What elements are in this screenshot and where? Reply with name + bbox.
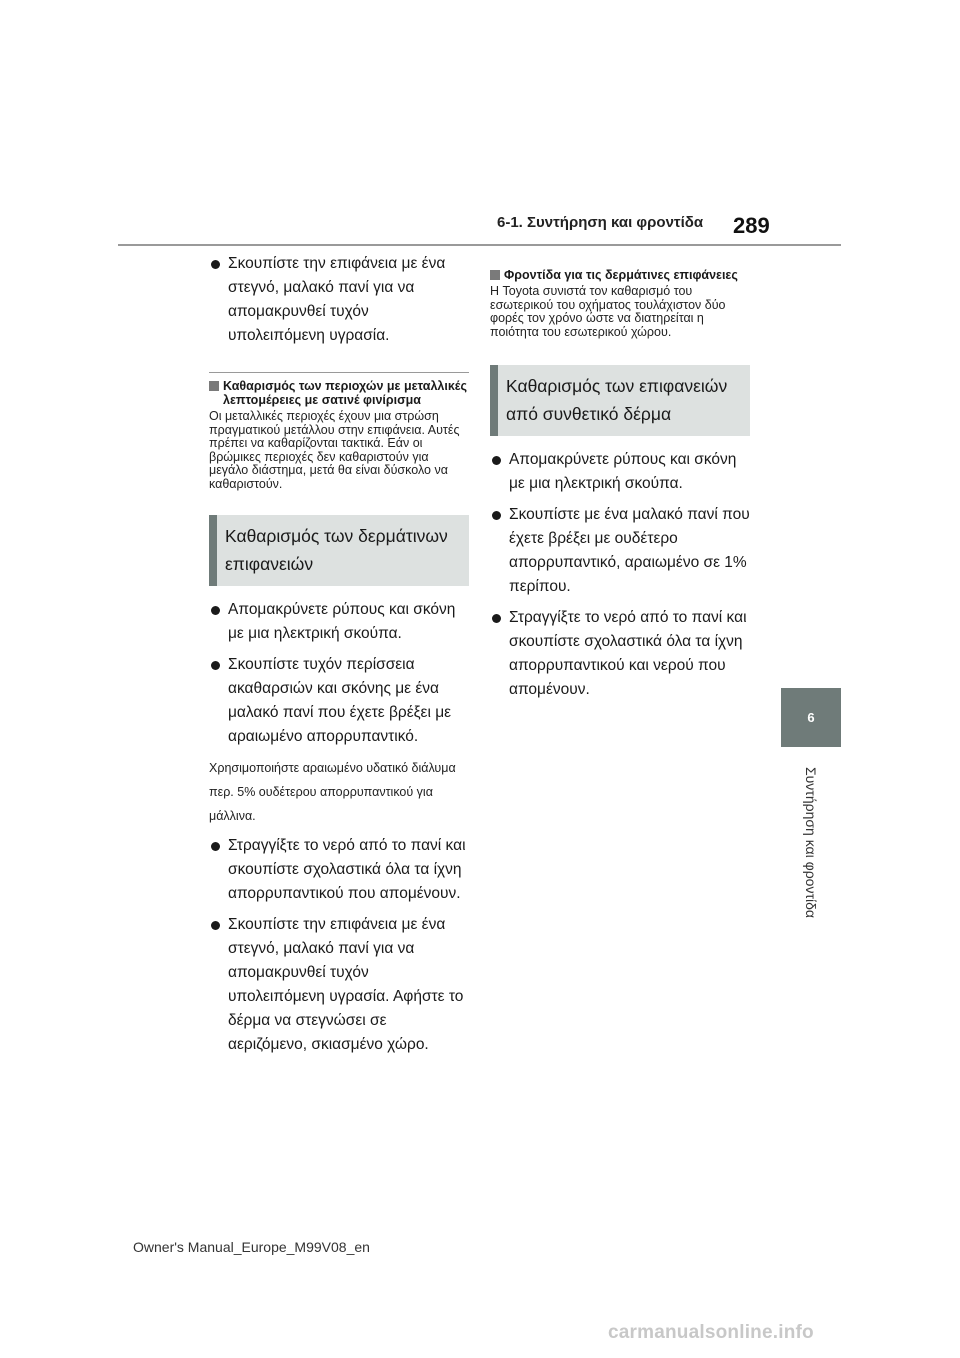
watermark-link[interactable]: carmanualsonline.info — [608, 1322, 814, 1343]
metal-section-text: Οι μεταλλικές περιοχές έχουν μια στρώση πραγματικού μετάλλου στην επιφάνεια. Αυτές πρέπει να καθαρίζονται τακτικά. Εάν οι βρώμικες περιοχές δεν καθαριστούν για μεγάλο διάστημα, μετά θα είναι δύσκολο να καθαριστούν. — [209, 409, 460, 491]
bullet-item — [209, 598, 469, 646]
bullet-text: Σκουπίστε τυχόν περίσσεια ακαθαρσιών και σκόνης με ένα μαλακό πανί που έχετε βρέξει με αραιωμένο απορρυπαντικό. — [228, 656, 452, 745]
chapter-tab — [781, 688, 841, 747]
bullet-dot-icon — [492, 511, 501, 520]
bullet-dot-icon — [492, 456, 501, 465]
leather-note: Χρησιμοποιήστε αραιωμένο υδατικό διάλυμα περ. 5% ουδέτερου απορρυπαντικού για μάλλινα. — [209, 761, 456, 823]
bullet-item — [209, 913, 469, 1057]
bullet-text: Σκουπίστε με ένα μαλακό πανί που έχετε βρέξει με ουδέτερο απορρυπαντικό, αραιωμένο σε 1% περίπου. — [509, 506, 750, 595]
bullet-dot-icon — [492, 614, 501, 623]
bullet-item — [209, 252, 469, 348]
metal-section — [209, 372, 469, 491]
bullet-dot-icon — [211, 921, 220, 930]
bullet-dot-icon — [211, 260, 220, 269]
square-bullet-icon — [490, 270, 500, 280]
bullet-text: Στραγγίξτε το νερό από το πανί και σκουπίστε σχολαστικά όλα τα ίχνη απορρυπαντικού και νερού που απομένουν. — [509, 609, 747, 698]
chapter-number: 6 — [807, 710, 815, 725]
bullet-dot-icon — [211, 842, 220, 851]
bullet-item — [490, 606, 750, 702]
header-divider — [118, 244, 841, 246]
bullet-item — [490, 503, 750, 599]
bullet-dot-icon — [211, 661, 220, 670]
metal-section-title: Καθαρισμός των περιοχών με μεταλλικές λεπτομέρειες με σατινέ φινίρισμα — [209, 379, 469, 407]
square-bullet-icon — [209, 381, 219, 391]
manual-id: Owner's Manual_Europe_M99V08_en — [133, 1239, 370, 1255]
bullet-text: Στραγγίξτε το νερό από το πανί και σκουπίστε σχολαστικά όλα τα ίχνη απορρυπαντικού που απομένουν. — [228, 837, 466, 902]
right-column — [490, 268, 750, 709]
section-title: 6-1. Συντήρηση και φροντίδα — [497, 214, 704, 231]
bullet-item — [209, 834, 469, 906]
bullet-text: Σκουπίστε την επιφάνεια με ένα στεγνό, μαλακό πανί για να απομακρυνθεί τυχόν υπολειπόμενη υγρασία. — [228, 255, 446, 344]
page-number: 289 — [733, 213, 770, 238]
care-section-text: Η Toyota συνιστά τον καθαρισμό του εσωτερικού του οχήματος τουλάχιστον δύο φορές τον χρόνο ώστε να διατηρείται η ποιότητα του εσωτερικού χώρου. — [490, 284, 726, 339]
bullet-item — [209, 653, 469, 749]
bullet-dot-icon — [211, 606, 220, 615]
bullet-text: Απομακρύνετε ρύπους και σκόνη με μια ηλεκτρική σκούπα. — [509, 451, 737, 492]
bullet-item — [490, 448, 750, 496]
bullet-text: Απομακρύνετε ρύπους και σκόνη με μια ηλεκτρική σκούπα. — [228, 601, 456, 642]
left-column — [209, 252, 469, 1064]
bullet-text: Σκουπίστε την επιφάνεια με ένα στεγνό, μαλακό πανί για να απομακρυνθεί τυχόν υπολειπόμενη υγρασία. Αφήστε το δέρμα να στεγνώσει σε αεριζόμενο, σκιασμένο χώρο. — [228, 916, 464, 1053]
care-section-title: Φροντίδα για τις δερμάτινες επιφάνειες — [490, 268, 750, 282]
leather-heading: Καθαρισμός των δερμάτινων επιφανειών — [209, 515, 469, 586]
chapter-label: Συντήρηση και φροντίδα — [803, 766, 819, 918]
synthetic-heading: Καθαρισμός των επιφανειών από συνθετικό δέρμα — [490, 365, 750, 436]
